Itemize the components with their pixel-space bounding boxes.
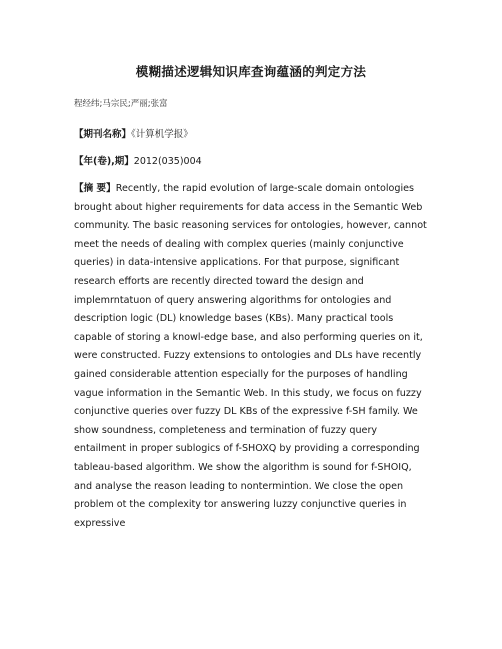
abstract-paragraph: [74, 180, 431, 533]
journal-name: 《计算机学报》: [131, 129, 193, 140]
document-title: 模糊描述逻辑知识库查询蕴涵的判定方法: [135, 64, 367, 79]
year-volume-issue-line: [74, 153, 202, 167]
year-volume-issue-value: 2012(035)004: [133, 156, 202, 167]
journal-line: [74, 126, 193, 140]
abstract-label: 【摘 要】: [74, 183, 116, 194]
author-list: 程经纬;马宗民;严丽;张富: [74, 99, 168, 109]
abstract-text: Recently, the rapid evolution of large-scale domain ontologies brought about higher requirements for data access in the Semantic Web community. The basic reasoning services for ontologies, however, cannot meet the needs of dealing with complex queries (mainly conjunctive queries) in data-intensive applications. For that purpose, significant research efforts are recently directed toward the design and implemrntatuon of query answering algorithms for ontologies and description logic (DL) knowledge bases (KBs). Many practical tools capable of storing a knowl-edge base, and also performing queries on it, were constructed. Fuzzy extensions to ontologies and DLs have recently gained considerable attention especially for the purposes of handling vague information in the Semantic Web. In this study, we focus on fuzzy conjunctive queries over fuzzy DL KBs of the expressive f-SH family. We show soundness, completeness and termination of fuzzy query entailment in proper sublogics of f-SHOXQ by providing a corresponding tableau-based algorithm. We show the algorithm is sound for f-SHOIQ, and analyse the reason leading to nontermintion. We close the open problem ot the complexity tor answering luzzy conjunctive queries in expressive: [74, 183, 427, 529]
journal-label: 【期刊名称】: [74, 129, 132, 140]
year-volume-issue-label: 【年(卷),期】: [74, 156, 134, 167]
